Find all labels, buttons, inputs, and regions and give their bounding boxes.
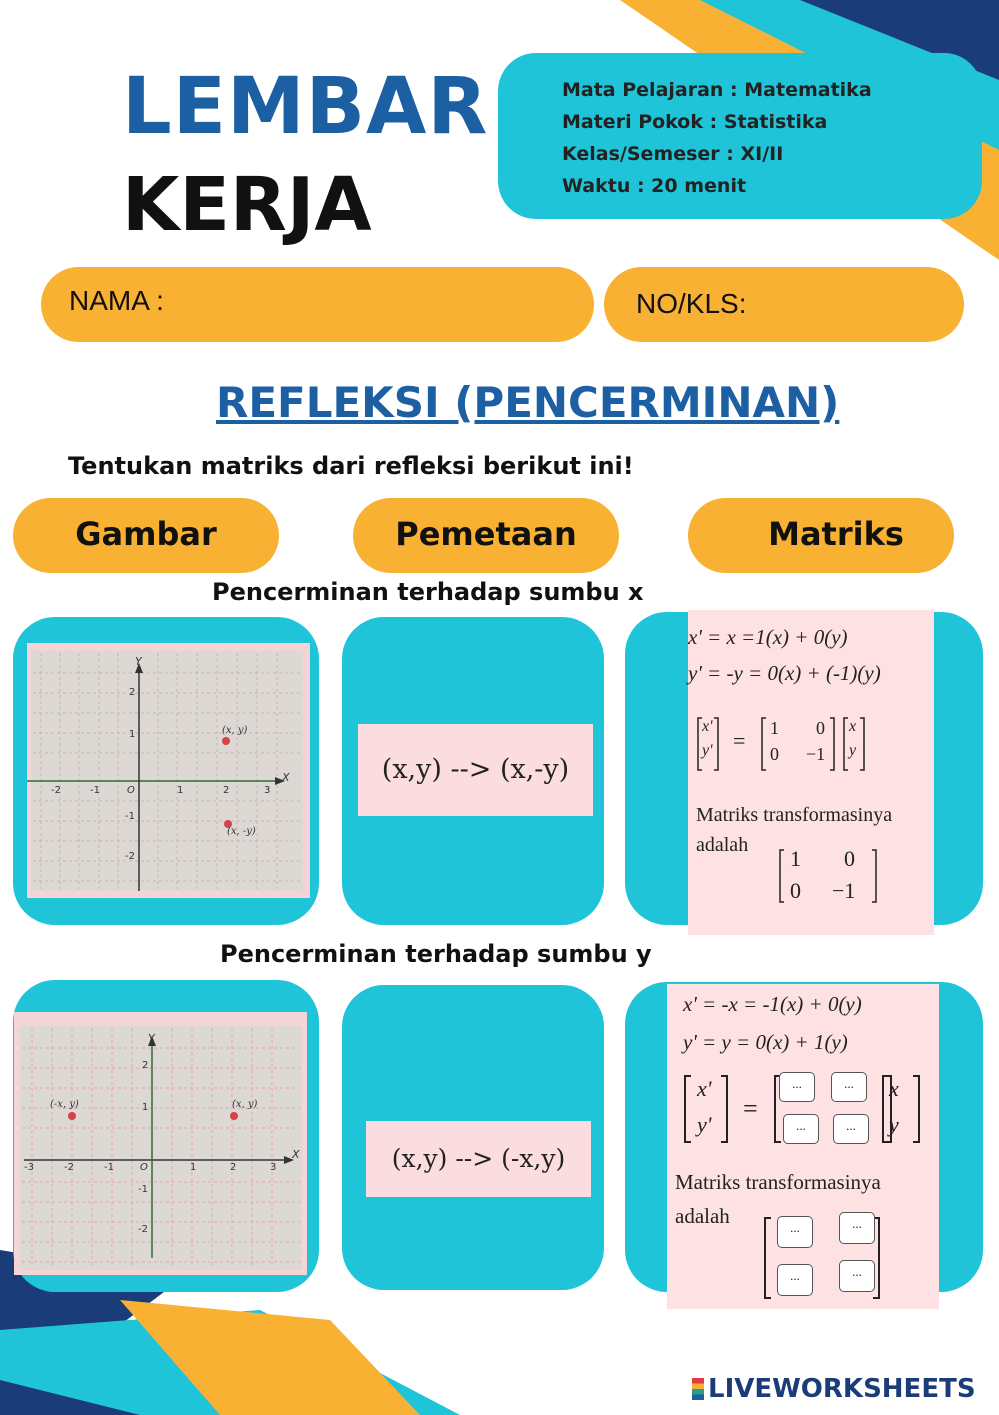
matrix-blank-input[interactable]: ... [831, 1072, 867, 1102]
rhs-bottom: y [849, 742, 857, 759]
title-lembar: LEMBAR [122, 62, 489, 152]
lhs-bottom: y' [697, 1112, 712, 1137]
matrix-blank-input[interactable]: ... [779, 1072, 815, 1102]
x-tick: 1 [190, 1162, 197, 1173]
x-tick: -1 [90, 785, 100, 796]
y-tick: -2 [138, 1224, 148, 1235]
info-class: Kelas/Semeser : XI/II [562, 143, 784, 165]
info-time: Waktu : 20 menit [562, 175, 747, 197]
section-title-x: Pencerminan terhadap sumbu x [212, 578, 644, 606]
point-label-xy: (x, y) [232, 1099, 258, 1110]
matrix-entry: −1 [806, 744, 826, 764]
point-label-negx-y: (-x, y) [50, 1099, 79, 1110]
y-tick: 1 [129, 729, 136, 740]
section-title-y: Pencerminan terhadap sumbu y [220, 940, 652, 968]
result-blank-input[interactable]: ... [777, 1264, 813, 1296]
result-blank-input[interactable]: ... [839, 1260, 875, 1292]
equation-1: x' = x =1(x) + 0(y) [688, 625, 848, 649]
result-entry: −1 [832, 878, 856, 903]
y-axis-label: Y [135, 655, 142, 668]
coordinate-graph-y [14, 1012, 307, 1275]
info-topic: Materi Pokok : Statistika [562, 111, 828, 133]
y-tick: -2 [125, 851, 135, 862]
logo-text: LIVEWORKSHEETS [708, 1374, 976, 1404]
matrix-panel-y [667, 984, 939, 1309]
x-tick: -1 [104, 1162, 114, 1173]
matrix-panel-x [688, 610, 934, 935]
instruction: Tentukan matriks dari refleksi berikut ini! [68, 452, 634, 480]
result-blank-input[interactable]: ... [839, 1212, 875, 1244]
lhs-bottom: y' [702, 742, 713, 759]
result-entry: 0 [790, 878, 801, 903]
matrix-entry: 0 [816, 718, 825, 738]
y-tick: -1 [125, 811, 135, 822]
x-tick: O [127, 785, 135, 796]
x-tick: -2 [51, 785, 61, 796]
info-box [498, 53, 982, 219]
class-label: NO/KLS: [636, 288, 747, 319]
column-header-mapping [353, 498, 619, 573]
coordinate-graph-x [27, 643, 310, 898]
result-entry: 0 [844, 846, 855, 871]
matrix-blank-input[interactable]: ... [833, 1114, 869, 1144]
result-text: Matriks transformasinya [675, 1170, 881, 1194]
lhs-top: x' [697, 1076, 712, 1101]
x-tick: 1 [177, 785, 184, 796]
point-label-x-negy: (x, -y) [227, 826, 256, 837]
x-tick: O [140, 1162, 148, 1173]
y-tick: -1 [138, 1184, 148, 1195]
mapping-y: (x,y) --> (-x,y) [366, 1121, 591, 1197]
name-field[interactable] [41, 267, 594, 342]
matrix-entry: 0 [770, 744, 779, 764]
lhs-top: x' [702, 718, 713, 735]
column-header-image-label: Gambar [75, 515, 217, 553]
column-header-mapping-label: Pemetaan [395, 515, 577, 553]
x-tick: 2 [223, 785, 230, 796]
info-subject: Mata Pelajaran : Matematika [562, 79, 872, 101]
result-text-adalah: adalah [675, 1204, 730, 1228]
matrix-entry: 1 [770, 718, 779, 738]
result-entry: 1 [790, 846, 801, 871]
x-tick: 2 [230, 1162, 237, 1173]
x-tick: 3 [264, 785, 271, 796]
rhs-top: x [849, 718, 857, 735]
class-field[interactable] [604, 267, 964, 342]
liveworksheets-logo[interactable] [692, 1374, 976, 1404]
y-tick: 2 [129, 687, 136, 698]
equals-sign: = [743, 1094, 758, 1123]
y-tick: 2 [142, 1060, 149, 1071]
y-axis-label: Y [148, 1032, 155, 1045]
logo-icon [692, 1378, 704, 1400]
rhs-bottom: y [889, 1112, 899, 1137]
equation-2: y' = -y = 0(x) + (-1)(y) [688, 661, 881, 685]
x-tick: -2 [64, 1162, 74, 1173]
result-blank-input[interactable]: ... [777, 1216, 813, 1248]
result-text-adalah: adalah [696, 834, 749, 856]
mapping-x: (x,y) --> (x,-y) [358, 724, 593, 816]
graph-image-y [14, 1012, 307, 1275]
title-kerja: KERJA [122, 162, 372, 248]
page-heading: REFLEKSI (PENCERMINAN) [216, 378, 840, 427]
equation-2: y' = y = 0(x) + 1(y) [683, 1030, 848, 1054]
equation-1: x' = -x = -1(x) + 0(y) [683, 992, 862, 1016]
column-header-matrix [688, 498, 954, 573]
x-tick: -3 [24, 1162, 34, 1173]
rhs-top: x [889, 1076, 899, 1101]
y-tick: 1 [142, 1102, 149, 1113]
matrix-blank-input[interactable]: ... [783, 1114, 819, 1144]
equals-sign: = [733, 728, 746, 753]
x-axis-label: X [292, 1148, 300, 1161]
column-header-matrix-label: Matriks [768, 515, 904, 553]
x-tick: 3 [270, 1162, 277, 1173]
graph-image-x [27, 643, 310, 898]
name-label: NAMA : [69, 285, 164, 316]
point-label-xy: (x, y) [222, 725, 248, 736]
x-axis-label: X [282, 771, 290, 784]
column-header-image [13, 498, 279, 573]
result-text: Matriks transformasinya [696, 804, 893, 826]
